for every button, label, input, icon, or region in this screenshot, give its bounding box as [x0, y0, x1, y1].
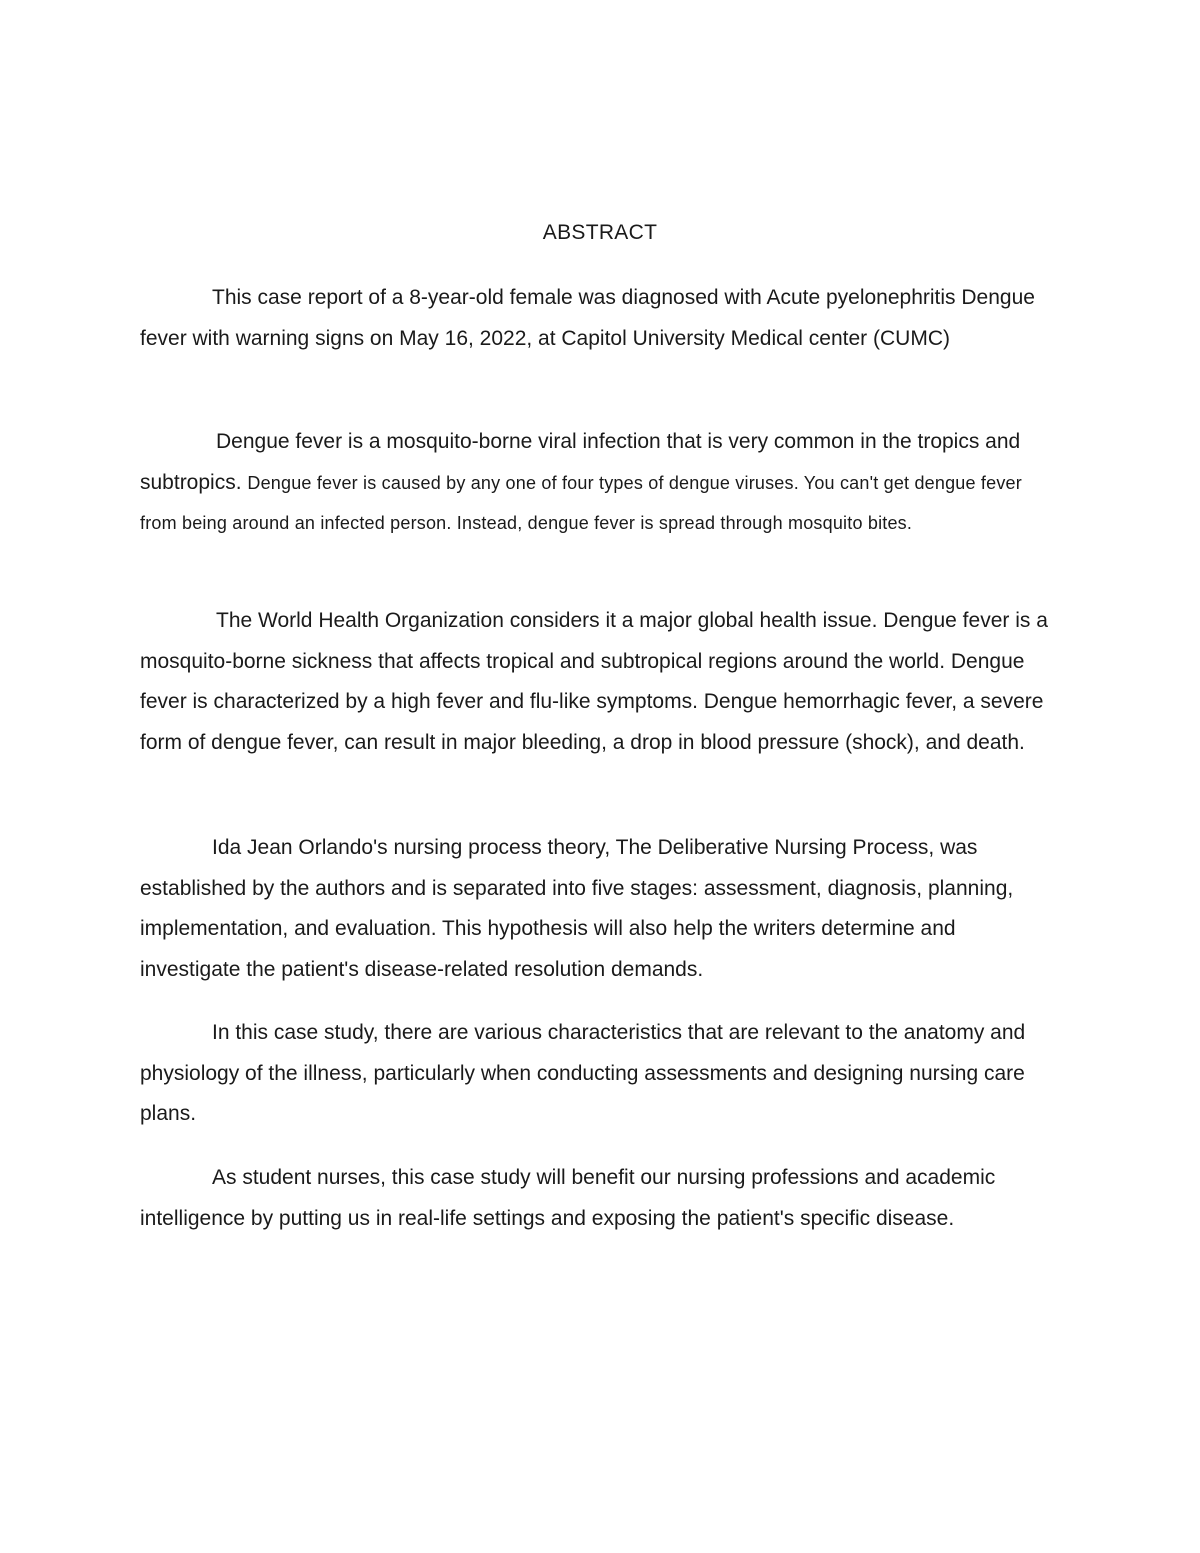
paragraph-who: The World Health Organization considers it a major global health issue. Dengue fever is a mosquito-borne sickness that affects tropical and subtropical regions around the world. Dengue fever is characterized by a high fever and flu-like symptoms. Dengue hemorrhagic fever, a severe form of dengue fever, can result in major bleeding, a drop in blood pressure (shock), and death.: [140, 609, 1048, 754]
abstract-title: ABSTRACT: [542, 221, 658, 244]
paragraph-orlando-theory: Ida Jean Orlando's nursing process theory, The Deliberative Nursing Process, was established by the authors and is separated into five stages: assessment, diagnosis, planning, implementation, and evaluation. This hypothesis will also help the writers determine and investigate the patient's disease-related resolution demands.: [140, 836, 1014, 981]
paragraph-dengue-intro: [140, 422, 1060, 544]
paragraph-characteristics: In this case study, there are various characteristics that are relevant to the anatomy and physiology of the illness, particularly when conducting assessments and designing nursing care plans.: [140, 1021, 1026, 1126]
paragraph-student-nurses: As student nurses, this case study will benefit our nursing professions and academic intelligence by putting us in real-life settings and exposing the patient's specific disease.: [140, 1166, 996, 1230]
paragraph-case-report: This case report of a 8-year-old female was diagnosed with Acute pyelonephritis Dengue fever with warning signs on May 16, 2022, at Capitol University Medical center (CUMC): [140, 286, 1035, 350]
paragraph-dengue-intro-sentence: Dengue fever is a mosquito-borne viral infection that is very common in the tropics and subtropics.: [140, 430, 1021, 494]
paragraph-dengue-cause: Dengue fever is caused by any one of four types of dengue viruses. You can't get dengue fever from being around an infected person. Instead, dengue fever is spread through mosquito bites.: [140, 472, 1022, 534]
